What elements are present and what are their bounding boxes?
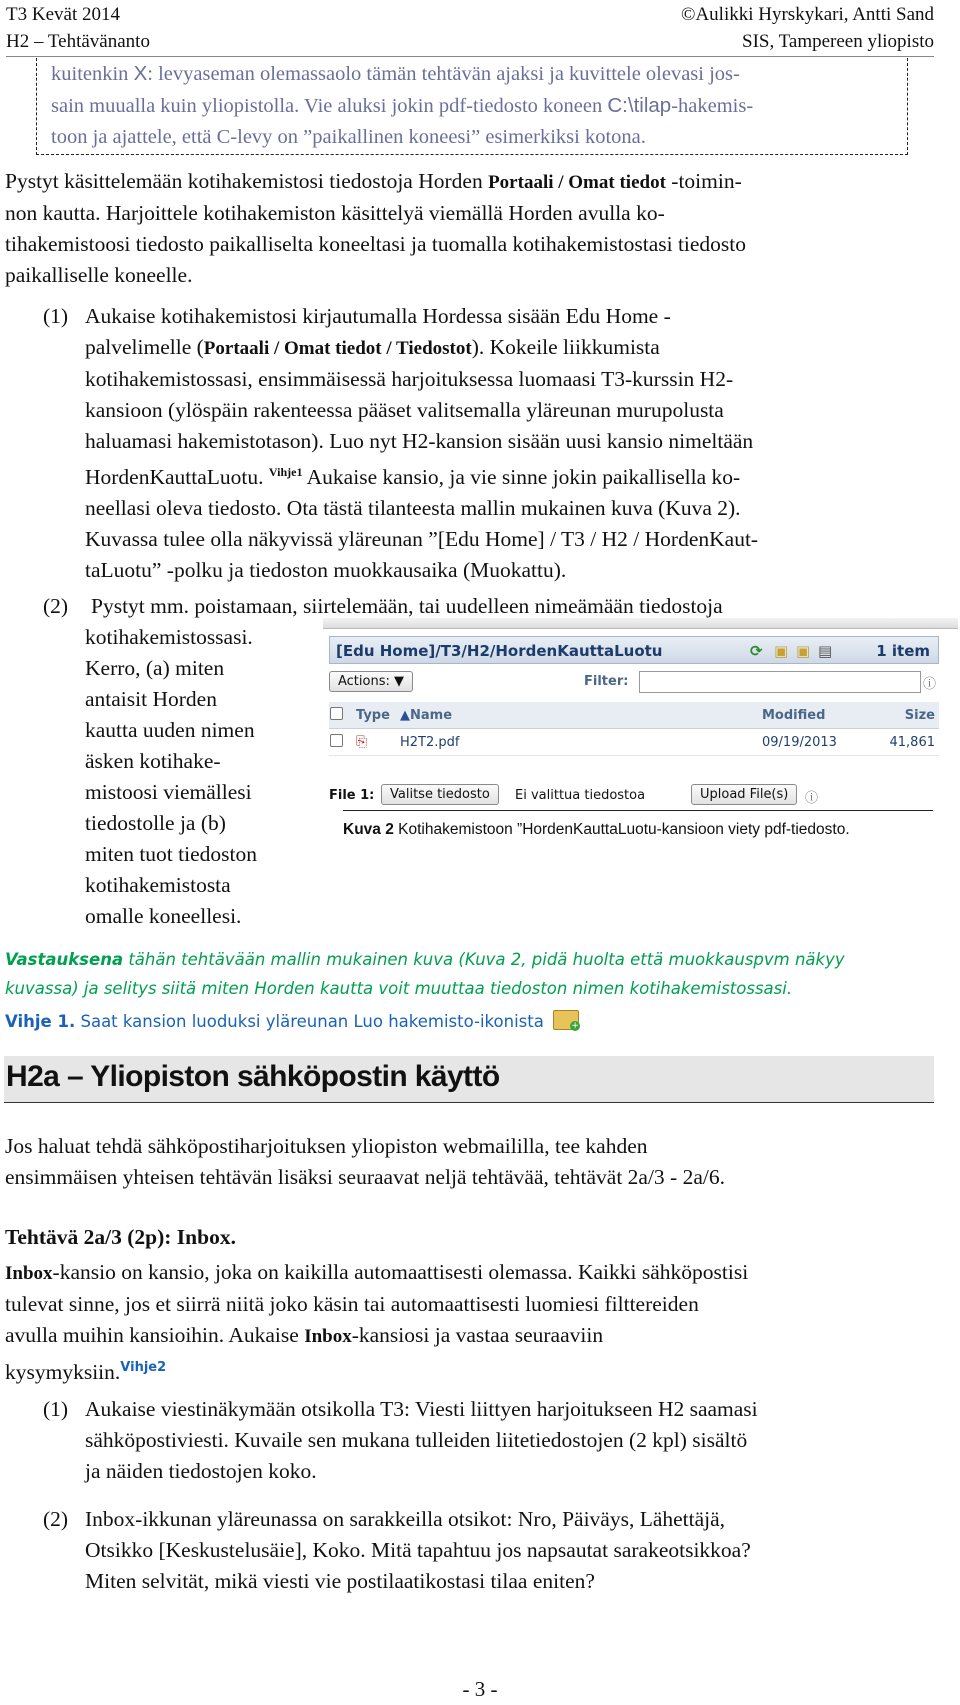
folder-up-icon[interactable]: ▣	[796, 642, 811, 660]
item-2-first-line: Pystyt mm. poistamaan, siirtelemään, tai uudelleen nimeämään tiedostoja	[91, 594, 723, 618]
hint-line-1: kuitenkin X: levyaseman olemassaolo tämän tehtävän ajaksi ja kuvittele olevasi jos-	[51, 62, 740, 85]
course-term: T3 Kevät 2014	[6, 4, 120, 25]
hint-1: Vihje 1. Saat kansion luoduksi yläreunan Luo hakemisto-ikonista +	[5, 1012, 579, 1031]
filter-label: Filter:	[584, 674, 629, 689]
authors: ©Aulikki Hyrskykari, Antti Sand	[681, 4, 934, 25]
column-name[interactable]: ▲Name	[399, 702, 761, 729]
new-folder-icon: +	[553, 1010, 579, 1030]
row-checkbox[interactable]	[330, 734, 343, 747]
section-intro: Jos haluat tehdä sähköpostiharjoituksen yliopiston webmaililla, tee kahden ensimmäisen yhteisen tehtävän lisäksi seuraavat neljä tehtävää, tehtävät 2a/3 - 2a/6.	[5, 1134, 725, 1189]
refresh-icon[interactable]: ⟳	[750, 642, 763, 660]
item-count: 1 item	[876, 642, 930, 660]
question-2-text: Inbox-ikkunan yläreunassa on sarakkeilla otsikot: Nro, Päiväys, Lähettäjä, Otsikko [Keskustelusäie], Koko. Mitä tapahtuu jos napsautat sarakeotsikkoa? Miten selvität, mikä viesti vie postilaatikostasi tilaa eniten?	[85, 1507, 751, 1593]
item-2-number: (2)	[43, 594, 69, 618]
file-size: 41,861	[873, 729, 939, 756]
question-1-number: (1)	[43, 1397, 69, 1421]
table-row[interactable]	[329, 729, 939, 756]
file-modified: 09/19/2013	[761, 729, 873, 756]
column-modified[interactable]: Modified	[761, 702, 873, 729]
actions-dropdown[interactable]: Actions: ▼	[329, 671, 413, 692]
no-file-text: Ei valittua tiedostoa	[515, 788, 646, 803]
page-number: - 3 -	[462, 1677, 498, 1701]
file-name[interactable]: H2T2.pdf	[399, 729, 761, 756]
question-1-text: Aukaise viestinäkymään otsikolla T3: Viesti liittyen harjoitukseen H2 saamasi sähköpostiviesti. Kuvaile sen mukana tulleiden liitetiedostojen (2 kpl) sisältö ja näiden tiedostojen koko.	[85, 1397, 758, 1483]
select-all-checkbox[interactable]	[330, 707, 343, 720]
hint-box	[36, 58, 908, 155]
item-1-text: Aukaise kotihakemistosi kirjautumalla Hordessa sisään Edu Home - palvelimelle (Portaali / Omat tiedot / Tiedostot). Kokeile liikkumista kotihakemistossasi, ensimmäisessä harjoituksessa luomaasi T3-kurssin H2- kansioon (ylöspäin rakenteessa pääset valitsemalla yläreunan murupolusta haluamasi hakemistotason). Luo nyt H2-kansion sisään uusi kansio nimeltään HordenKauttaLuotu. $^{Vihje1}$ Aukaise kansio, ja vie sinne jokin paikallisella ko- neellasi oleva tiedosto. Ota tästä tilanteesta mallin mukainen kuva (Kuva 2). Kuvassa tulee olla näkyvissä yläreunan ”[Edu Home] / T3 / H2 / HordenKaut- taLuotu” -polku ja tiedoston muokkausaika (Muokattu).	[85, 304, 759, 583]
upload-icon[interactable]: ▤	[818, 642, 833, 660]
file-manager-screenshot	[323, 618, 958, 810]
actions-bar	[329, 670, 939, 696]
column-size[interactable]: Size	[873, 702, 939, 729]
answer-instruction: Vastauksena tähän tehtävään mallin mukainen kuva (Kuva 2, pidä huolta että muokkauspvm näkyy kuvassa) ja selitys siitä miten Horden kautta voit muuttaa tiedoston nimen kotihakemistossasi.	[5, 950, 845, 998]
upload-help-icon[interactable]: ⓘ	[805, 791, 819, 806]
column-type[interactable]: Type	[355, 702, 399, 729]
question-2-number: (2)	[43, 1507, 69, 1531]
assignment-title: H2 – Tehtävänanto	[6, 31, 150, 52]
hint-line-3: toon ja ajattele, että C-levy on ”paikallinen koneesi” esimerkiksi kotona.	[51, 126, 646, 148]
upload-bar	[329, 784, 939, 808]
help-icon[interactable]: ⓘ	[923, 677, 937, 692]
page-header	[6, 0, 934, 57]
sort-up-icon: ▲	[400, 707, 410, 723]
table-header-row	[329, 702, 939, 729]
institution: SIS, Tampereen yliopisto	[742, 31, 934, 52]
filter-input[interactable]	[639, 671, 921, 693]
section-heading: H2a – Yliopiston sähköpostin käyttö	[4, 1056, 934, 1103]
item-1-number: (1)	[43, 304, 69, 328]
hint-line-2: sain muualla kuin yliopistolla. Vie aluksi jokin pdf-tiedosto koneen C:\tilap-hakemis-	[51, 94, 754, 117]
task-title: Tehtävä 2a/3 (2p): Inbox.	[5, 1225, 236, 1249]
file-table	[329, 702, 939, 756]
pdf-icon: ⎘	[356, 734, 368, 750]
new-folder-icon[interactable]: ▣	[774, 642, 789, 660]
upload-files-button[interactable]: Upload File(s)	[691, 784, 797, 805]
item-2-text: kotihakemistossasi. Kerro, (a) miten antaisit Horden kautta uuden nimen äsken kotihake- mistoosi viemällesi tiedostolle ja (b) miten tuot tiedoston kotihakemistosta omalle koneellesi.	[85, 625, 257, 928]
intro-paragraph: Pystyt käsittelemään kotihakemistosi tiedostoja Horden Portaali / Omat tiedot -toimin- non kautta. Harjoittele kotihakemiston käsittelyä viemällä Horden avulla ko- tihakemistoosi tiedosto paikalliselta koneeltasi ja tuomalla kotihakemistostasi tiedosto paikalliselle koneelle.	[5, 169, 747, 287]
figure-caption: Kuva 2 Kotihakemistoon ”HordenKauttaLuotu-kansioon viety pdf-tiedosto.	[343, 810, 933, 840]
window-titlebar	[323, 618, 958, 629]
task-body: Inbox-kansio on kansio, joka on kaikilla automaattisesti olemassa. Kaikki sähköpostisi tulevat sinne, jos et siirrä niitä joko käsin tai automaattisesti luomiesi filttereiden avulla muihin kansioihin. Aukaise Inbox-kansiosi ja vastaa seuraaviin kysymyksiin.$^{Vihje2}$	[5, 1260, 749, 1385]
breadcrumb-path: [Edu Home]/T3/H2/HordenKauttaLuotu ⟳ ▣ ▣ ▤ 1 item	[329, 636, 939, 664]
choose-file-button[interactable]: Valitse tiedosto	[381, 784, 499, 805]
file-label: File 1:	[329, 788, 375, 803]
